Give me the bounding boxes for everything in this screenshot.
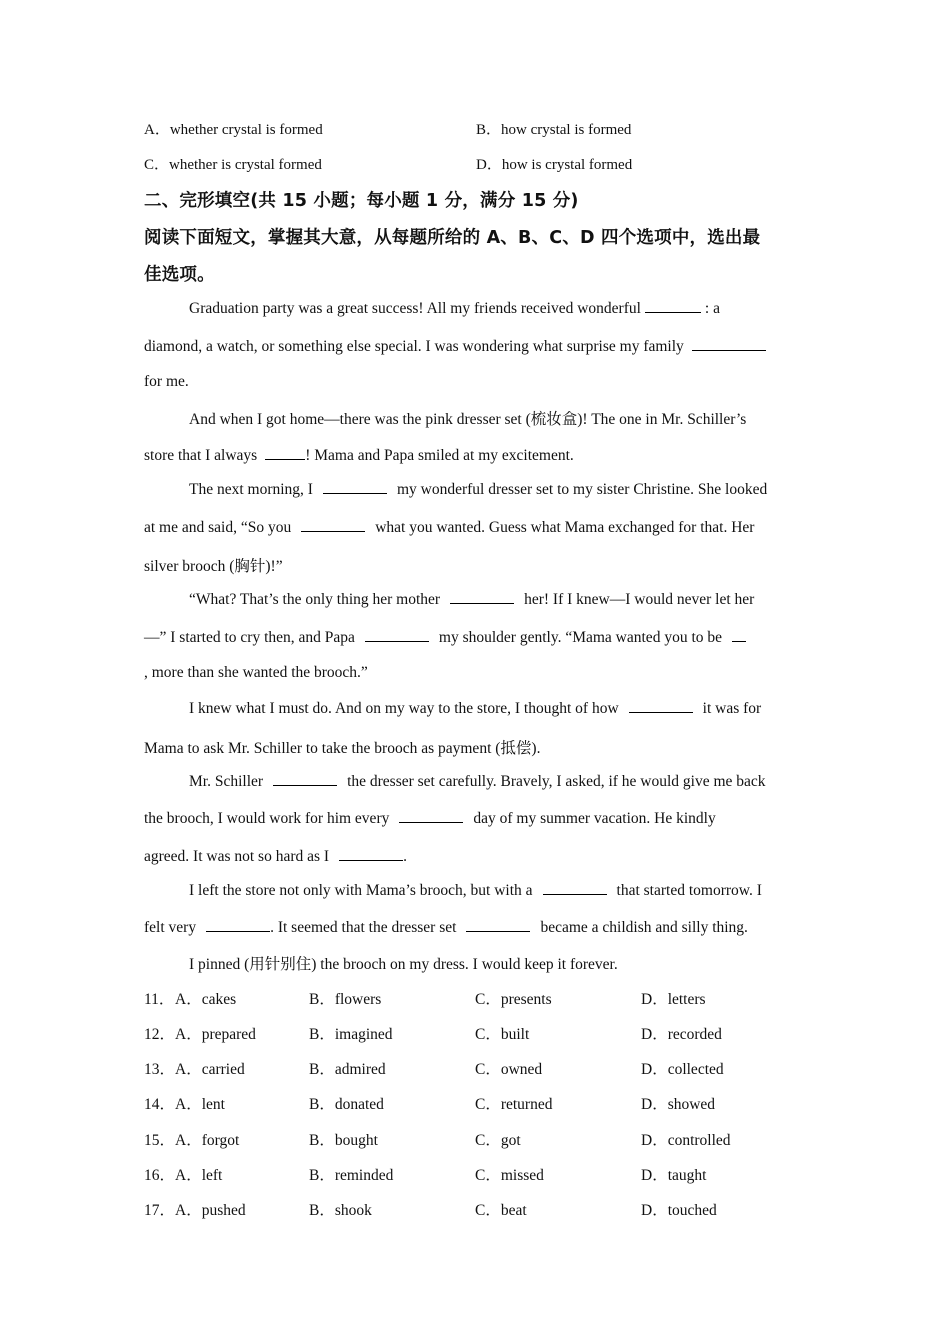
choice-b: B．donated <box>309 1096 384 1113</box>
answer-blank <box>629 698 693 713</box>
answer-blank <box>339 846 403 861</box>
choice-a: A．prepared <box>175 1026 256 1043</box>
question-row <box>144 1128 844 1150</box>
answer-blank <box>692 336 766 351</box>
choice-d: D．controlled <box>641 1132 731 1149</box>
answer-blank <box>365 627 429 642</box>
choice-d: D．touched <box>641 1202 717 1219</box>
passage-line: store that I always ! Mama and Papa smiled at my excitement. <box>144 447 574 464</box>
choice-c: C．built <box>475 1026 530 1043</box>
question-row <box>144 1022 844 1044</box>
choice-a: A．forgot <box>175 1132 240 1149</box>
question-number: 16． <box>144 1167 176 1184</box>
choice-b: B．shook <box>309 1202 372 1219</box>
choice-c: C．missed <box>475 1167 544 1184</box>
answer-blank <box>543 880 607 895</box>
choice-d: D．letters <box>641 991 706 1008</box>
answer-blank <box>301 517 365 532</box>
choice-b: B．bought <box>309 1132 378 1149</box>
question-row <box>144 987 844 1009</box>
answer-blank <box>323 479 387 494</box>
answer-blank <box>206 917 270 932</box>
choice-b: B．flowers <box>309 991 382 1008</box>
answer-blank <box>273 771 337 786</box>
choice-a: A．cakes <box>175 991 237 1008</box>
passage-line: Graduation party was a great success! All my friends received wonderful : a <box>189 300 720 317</box>
choice-d: D．collected <box>641 1061 724 1078</box>
question-row <box>144 1163 844 1185</box>
section-title: 二、完形填空(共 15 小题；每小题 1 分，满分 15 分) <box>144 191 579 211</box>
choice-a: A．carried <box>175 1061 245 1078</box>
passage-line: Mr. Schiller the dresser set carefully. Bravely, I asked, if he would give me back <box>189 773 766 790</box>
choice-b: B．admired <box>309 1061 386 1078</box>
passage-line: at me and said, “So you what you wanted. Guess what Mama exchanged for that. Her <box>144 519 755 536</box>
question-number: 11． <box>144 991 175 1008</box>
question-number: 13． <box>144 1061 176 1078</box>
passage-line: I pinned (用针别住) the brooch on my dress. I would keep it forever. <box>189 956 618 973</box>
passage-line: Mama to ask Mr. Schiller to take the brooch as payment (抵偿). <box>144 740 541 757</box>
passage-line: felt very . It seemed that the dresser set became a childish and silly thing. <box>144 919 748 936</box>
passage-line: silver brooch (胸针)!” <box>144 558 283 575</box>
choice-b: B．imagined <box>309 1026 393 1043</box>
answer-blank <box>450 589 514 604</box>
passage-line: —” I started to cry then, and Papa my shoulder gently. “Mama wanted you to be <box>144 627 750 647</box>
passage-line: , more than she wanted the brooch.” <box>144 664 368 681</box>
section-instruction-cont: 佳选项。 <box>144 265 215 285</box>
option-b: B．how crystal is formed <box>476 122 632 138</box>
answer-blank <box>645 298 701 313</box>
passage-line: for me. <box>144 373 189 390</box>
passage-line: I knew what I must do. And on my way to the store, I thought of how it was for <box>189 700 762 717</box>
question-row <box>144 1198 844 1220</box>
passage-line: agreed. It was not so hard as I . <box>144 848 407 865</box>
option-d: D．how is crystal formed <box>476 157 633 173</box>
question-row <box>144 1092 844 1114</box>
passage-line: The next morning, I my wonderful dresser set to my sister Christine. She looked <box>189 481 768 498</box>
question-number: 15． <box>144 1132 176 1149</box>
passage-line: “What? That’s the only thing her mother her! If I knew—I would never let her <box>189 591 755 608</box>
choice-d: D．taught <box>641 1167 707 1184</box>
choice-c: C．beat <box>475 1202 527 1219</box>
answer-blank <box>466 917 530 932</box>
answer-blank <box>732 627 746 642</box>
option-a: A．whether crystal is formed <box>144 122 323 138</box>
choice-b: B．reminded <box>309 1167 394 1184</box>
choice-a: A．left <box>175 1167 223 1184</box>
question-number: 12． <box>144 1026 176 1043</box>
option-c: C．whether is crystal formed <box>144 157 322 173</box>
choice-a: A．lent <box>175 1096 225 1113</box>
choice-d: D．showed <box>641 1096 716 1113</box>
answer-blank <box>399 808 463 823</box>
choice-c: C．got <box>475 1132 521 1149</box>
question-number: 17． <box>144 1202 176 1219</box>
passage-line: And when I got home—there was the pink dresser set (梳妆盒)! The one in Mr. Schiller’s <box>189 411 747 428</box>
passage-line: I left the store not only with Mama’s brooch, but with a that started tomorrow. I <box>189 882 762 899</box>
answer-blank <box>265 445 305 460</box>
passage-line: diamond, a watch, or something else special. I was wondering what surprise my family <box>144 336 770 356</box>
choice-d: D．recorded <box>641 1026 722 1043</box>
choice-c: C．returned <box>475 1096 553 1113</box>
choice-c: C．presents <box>475 991 552 1008</box>
choice-a: A．pushed <box>175 1202 246 1219</box>
passage-line: the brooch, I would work for him every day of my summer vacation. He kindly <box>144 810 716 827</box>
section-instruction: 阅读下面短文，掌握其大意，从每题所给的 A、B、C、D 四个选项中，选出最 <box>144 228 761 248</box>
choice-c: C．owned <box>475 1061 543 1078</box>
question-number: 14． <box>144 1096 176 1113</box>
question-row <box>144 1057 844 1079</box>
